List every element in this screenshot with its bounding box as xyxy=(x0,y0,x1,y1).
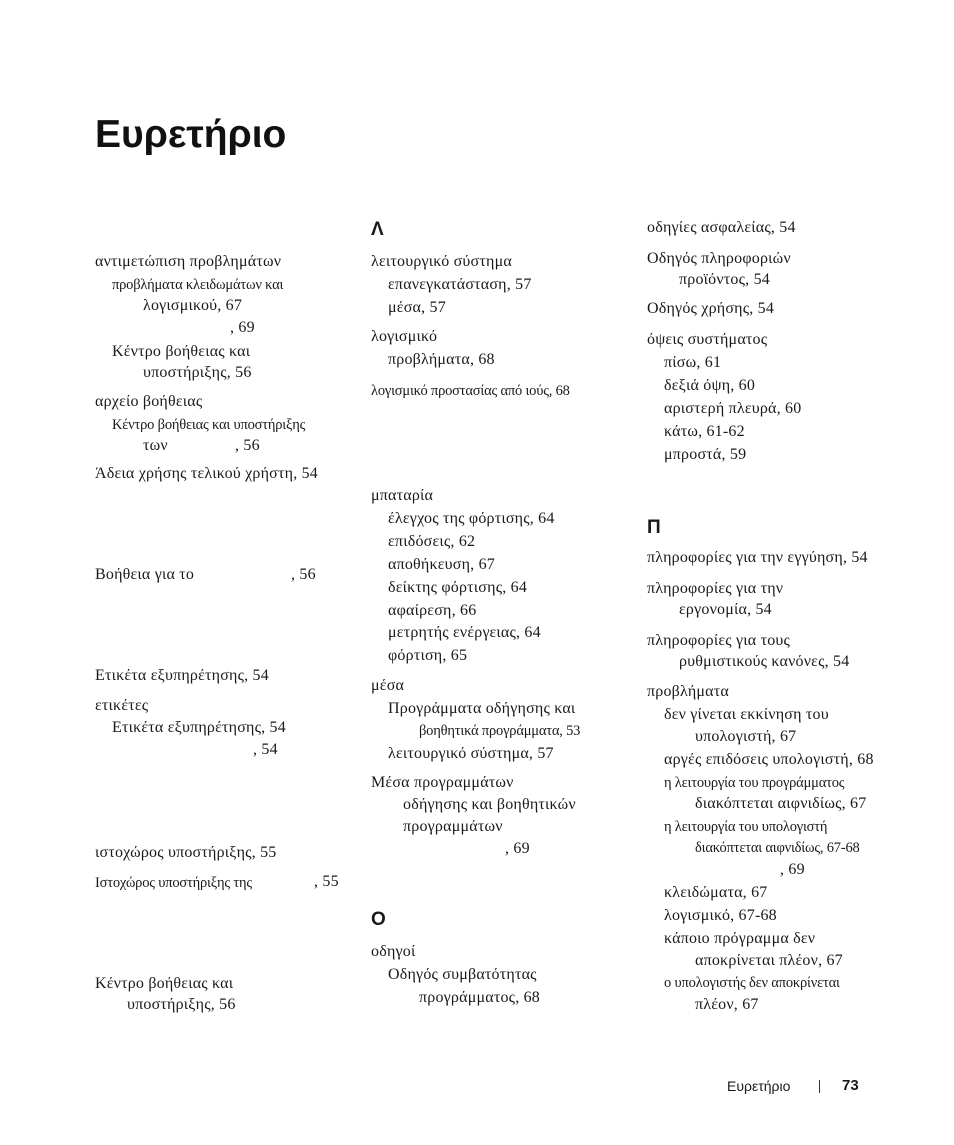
index-entry: Ιστοχώρος υποστήριξης της xyxy=(95,875,252,891)
index-subentry-page: , 69 xyxy=(780,861,805,878)
index-entry-cont: οδήγησης και βοηθητικών xyxy=(403,796,576,813)
index-subentry: επανεγκατάσταση, 57 xyxy=(388,276,532,293)
index-subentry: η λειτουργία του υπολογιστή xyxy=(664,819,828,835)
index-entry-cont: προγραμμάτων xyxy=(403,818,503,835)
index-subentry-cont: βοηθητικά προγράμματα, 53 xyxy=(419,723,581,739)
index-entry: ετικέτες xyxy=(95,697,149,714)
index-entry: αρχείο βοήθειας xyxy=(95,393,203,410)
index-entry: Οδηγός χρήσης, 54 xyxy=(647,300,775,317)
footer-separator xyxy=(819,1080,820,1093)
index-entry-page: , 56 xyxy=(291,566,316,583)
index-subentry-cont: λογισμικού, 67 xyxy=(143,297,243,314)
index-subentry: μπροστά, 59 xyxy=(664,446,747,463)
index-entry: Μέσα προγραμμάτων xyxy=(371,774,514,791)
index-subentry: φόρτιση, 65 xyxy=(388,647,468,664)
page-title: Ευρετήριο xyxy=(95,113,287,156)
index-subentry: Οδηγός συμβατότητας xyxy=(388,966,537,983)
index-subentry-page: , 69 xyxy=(230,319,255,336)
index-subentry-cont: διακόπτεται αιφνιδίως, 67-68 xyxy=(695,840,860,856)
index-entry: Ετικέτα εξυπηρέτησης, 54 xyxy=(95,667,269,684)
index-entry: μέσα xyxy=(371,677,405,694)
index-entry: πληροφορίες για την xyxy=(647,580,784,597)
index-subentry: δείκτης φόρτισης, 64 xyxy=(388,579,528,596)
index-entry: Οδηγός πληροφοριών xyxy=(647,250,791,267)
footer-section-label: Ευρετήριο xyxy=(727,1078,791,1094)
index-entry-cont: ρυθμιστικούς κανόνες, 54 xyxy=(679,653,850,670)
index-subentry: κάποιο πρόγραμμα δεν xyxy=(664,930,816,947)
index-subentry-page: , 56 xyxy=(235,437,260,454)
index-subentry: αργές επιδόσεις υπολογιστή, 68 xyxy=(664,751,874,768)
index-subentry-cont: διακόπτεται αιφνιδίως, 67 xyxy=(695,795,867,812)
index-entry: πληροφορίες για τους xyxy=(647,632,791,649)
index-subentry: Κέντρο βοήθειας και υποστήριξης xyxy=(112,417,306,433)
index-subentry: δεν γίνεται εκκίνηση του xyxy=(664,706,829,723)
index-subentry-cont: αποκρίνεται πλέον, 67 xyxy=(695,952,843,969)
index-entry-cont: υποστήριξης, 56 xyxy=(127,996,236,1013)
letter-heading-lambda: Λ xyxy=(371,219,384,240)
index-entry: Κέντρο βοήθειας και xyxy=(95,975,234,992)
index-entry: οδηγοί xyxy=(371,943,416,960)
index-entry: οδηγίες ασφαλείας, 54 xyxy=(647,219,796,236)
index-subentry: λειτουργικό σύστημα, 57 xyxy=(388,745,554,762)
index-subentry-cont: υπολογιστή, 67 xyxy=(695,728,797,745)
index-entry-cont: προϊόντος, 54 xyxy=(679,271,770,288)
index-entry: λειτουργικό σύστημα xyxy=(371,253,512,270)
index-entry: λογισμικό xyxy=(371,328,438,345)
index-subentry-cont: πλέον, 67 xyxy=(695,996,759,1013)
index-subentry: προβλήματα κλειδωμάτων και xyxy=(112,277,284,293)
page-number: 73 xyxy=(842,1077,859,1094)
index-entry-page: , 55 xyxy=(314,873,339,890)
index-entry: όψεις συστήματος xyxy=(647,331,768,348)
index-entry: πληροφορίες για την εγγύηση, 54 xyxy=(647,549,868,566)
index-entry: Άδεια χρήσης τελικού χρήστη, 54 xyxy=(95,465,319,482)
index-subentry: ο υπολογιστής δεν αποκρίνεται xyxy=(664,975,840,991)
index-subentry: αποθήκευση, 67 xyxy=(388,556,495,573)
index-subentry: δεξιά όψη, 60 xyxy=(664,377,756,394)
index-subentry: Ετικέτα εξυπηρέτησης, 54 xyxy=(112,719,286,736)
index-subentry: Κέντρο βοήθειας και xyxy=(112,343,251,360)
index-subentry: κλειδώματα, 67 xyxy=(664,884,768,901)
index-entry: λογισμικό προστασίας από ιούς, 68 xyxy=(371,383,570,399)
index-entry: Βοήθεια για το xyxy=(95,566,195,583)
index-subentry: μέσα, 57 xyxy=(388,299,446,316)
index-subentry: η λειτουργία του προγράμματος xyxy=(664,775,845,791)
index-subentry: μετρητής ενέργειας, 64 xyxy=(388,624,541,641)
index-subentry: πίσω, 61 xyxy=(664,354,722,371)
index-subentry: κάτω, 61-62 xyxy=(664,423,745,440)
index-subentry-cont: των xyxy=(143,437,168,454)
index-subentry: λογισμικό, 67-68 xyxy=(664,907,777,924)
index-subentry: αφαίρεση, 66 xyxy=(388,602,477,619)
index-entry: αντιμετώπιση προβλημάτων xyxy=(95,253,282,270)
index-subentry: επιδόσεις, 62 xyxy=(388,533,476,550)
index-subentry: έλεγχος της φόρτισης, 64 xyxy=(388,510,555,527)
index-subentry: προβλήματα, 68 xyxy=(388,351,495,368)
index-entry-cont: εργονομία, 54 xyxy=(679,601,772,618)
index-subentry-cont: υποστήριξης, 56 xyxy=(143,364,252,381)
index-entry: μπαταρία xyxy=(371,487,434,504)
index-entry: προβλήματα xyxy=(647,683,729,700)
letter-heading-omicron: Ο xyxy=(371,909,386,930)
index-subentry: αριστερή πλευρά, 60 xyxy=(664,400,802,417)
index-subentry: Προγράμματα οδήγησης και xyxy=(388,700,576,717)
index-entry-page: , 69 xyxy=(505,840,530,857)
index-subentry-page: , 54 xyxy=(253,741,278,758)
letter-heading-pi: Π xyxy=(647,517,661,538)
index-entry: ιστοχώρος υποστήριξης, 55 xyxy=(95,844,277,861)
index-subentry-cont: προγράμματος, 68 xyxy=(419,989,541,1006)
